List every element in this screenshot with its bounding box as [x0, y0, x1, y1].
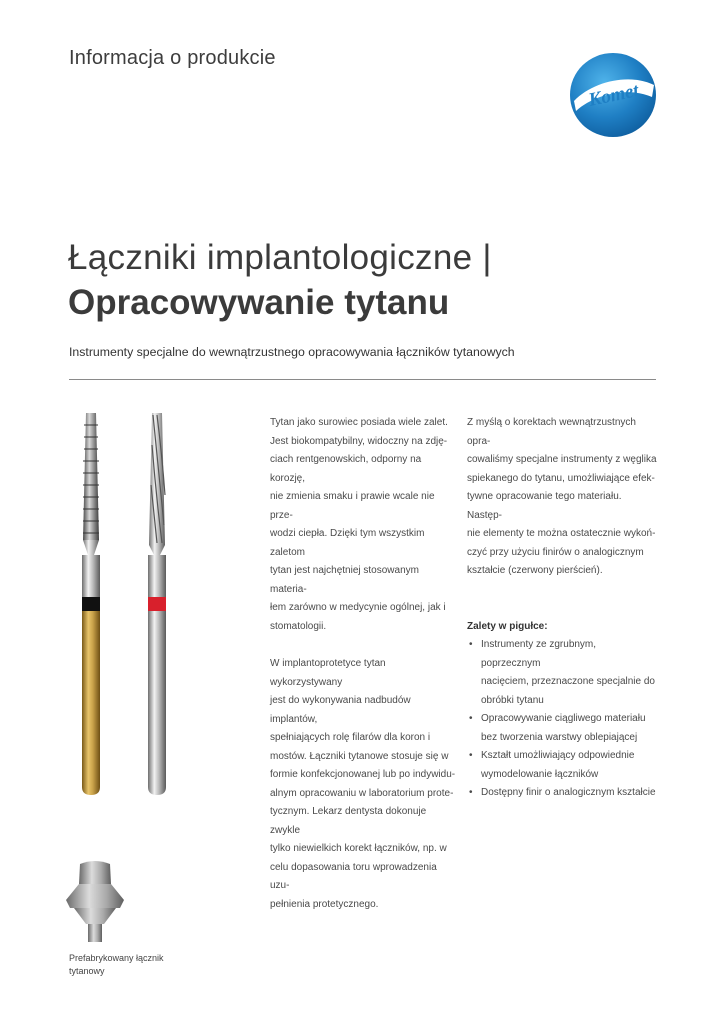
abutment-image: [64, 858, 126, 946]
benefits-heading: Zalety w pigułce:: [467, 620, 548, 632]
burs-image: [66, 405, 196, 805]
list-item: • Instrumenty ze zgrubnym, poprzecznym nacięciem, przeznaczone specjalnie do obróbki tytanu: [467, 636, 657, 710]
subtitle: Instrumenty specjalne do wewnątrzustnego opracowywania łączników tytanowych: [69, 345, 515, 359]
list-item: • Kształt umożliwiający odpowiednie wymodelowanie łączników: [467, 747, 657, 784]
divider: [69, 379, 656, 380]
komet-logo: [568, 51, 658, 139]
header-label: Informacja o produkcie: [69, 47, 276, 69]
paragraph-1: Tytan jako surowiec posiada wiele zalet. Jest biokompatybilny, widoczny na zdję- ciach rentgenowskich, odporny na korozję, nie zmienia smaku i prawie wcale nie prze- wodzi ciepła. Dzięki tym wszystkim zaletom tytan jest najchętniej stosowanym materia- łem zarówno w medycynie ogólnej, jak i stomatologii.: [270, 417, 448, 632]
svg-text:Komet: Komet: [586, 79, 641, 112]
paragraph-3: Z myślą o korektach wewnątrzustnych opra- cowaliśmy specjalne instrumenty z węglika spiekanego do tytanu, umożliwiające efek- tywne opracowanie tego materiału. Następ- nie elementy te można ostatecznie wykoń- czyć przy użyciu finirów o analogicznym kształcie (czerwony pierścień).: [467, 417, 657, 576]
title-line-2: Opracowywanie tytanu: [68, 283, 450, 322]
list-item: • Dostępny finir o analogicznym kształcie: [467, 784, 657, 803]
paragraph-2: W implantoprotetyce tytan wykorzystywany jest do wykonywania nadbudów implantów, spełniających rolę filarów dla koron i mostów. Łączniki tytanowe stosuje się w formie konfekcjonowanej lub po indywidu- alnym opracowaniu w laboratorium prote- tycznym. Lekarz dentysta dokonuje zwykle tylko niewielkich korekt łączników, np. w celu dopasowania toru wprowadzenia uzu- pełnienia protetycznego.: [270, 658, 456, 910]
list-item: • Opracowywanie ciągliwego materiału bez tworzenia warstwy oblepiającej: [467, 710, 657, 747]
benefits-list: [467, 636, 657, 803]
body-column-1: [270, 414, 458, 933]
body-column-2: [467, 414, 657, 803]
title-line-1: Łączniki implantologiczne |: [68, 238, 492, 277]
bur-cross-cut: [82, 413, 100, 795]
image-caption: Prefabrykowany łącznik tytanowy: [69, 953, 164, 976]
bur-finisher: [148, 413, 166, 795]
